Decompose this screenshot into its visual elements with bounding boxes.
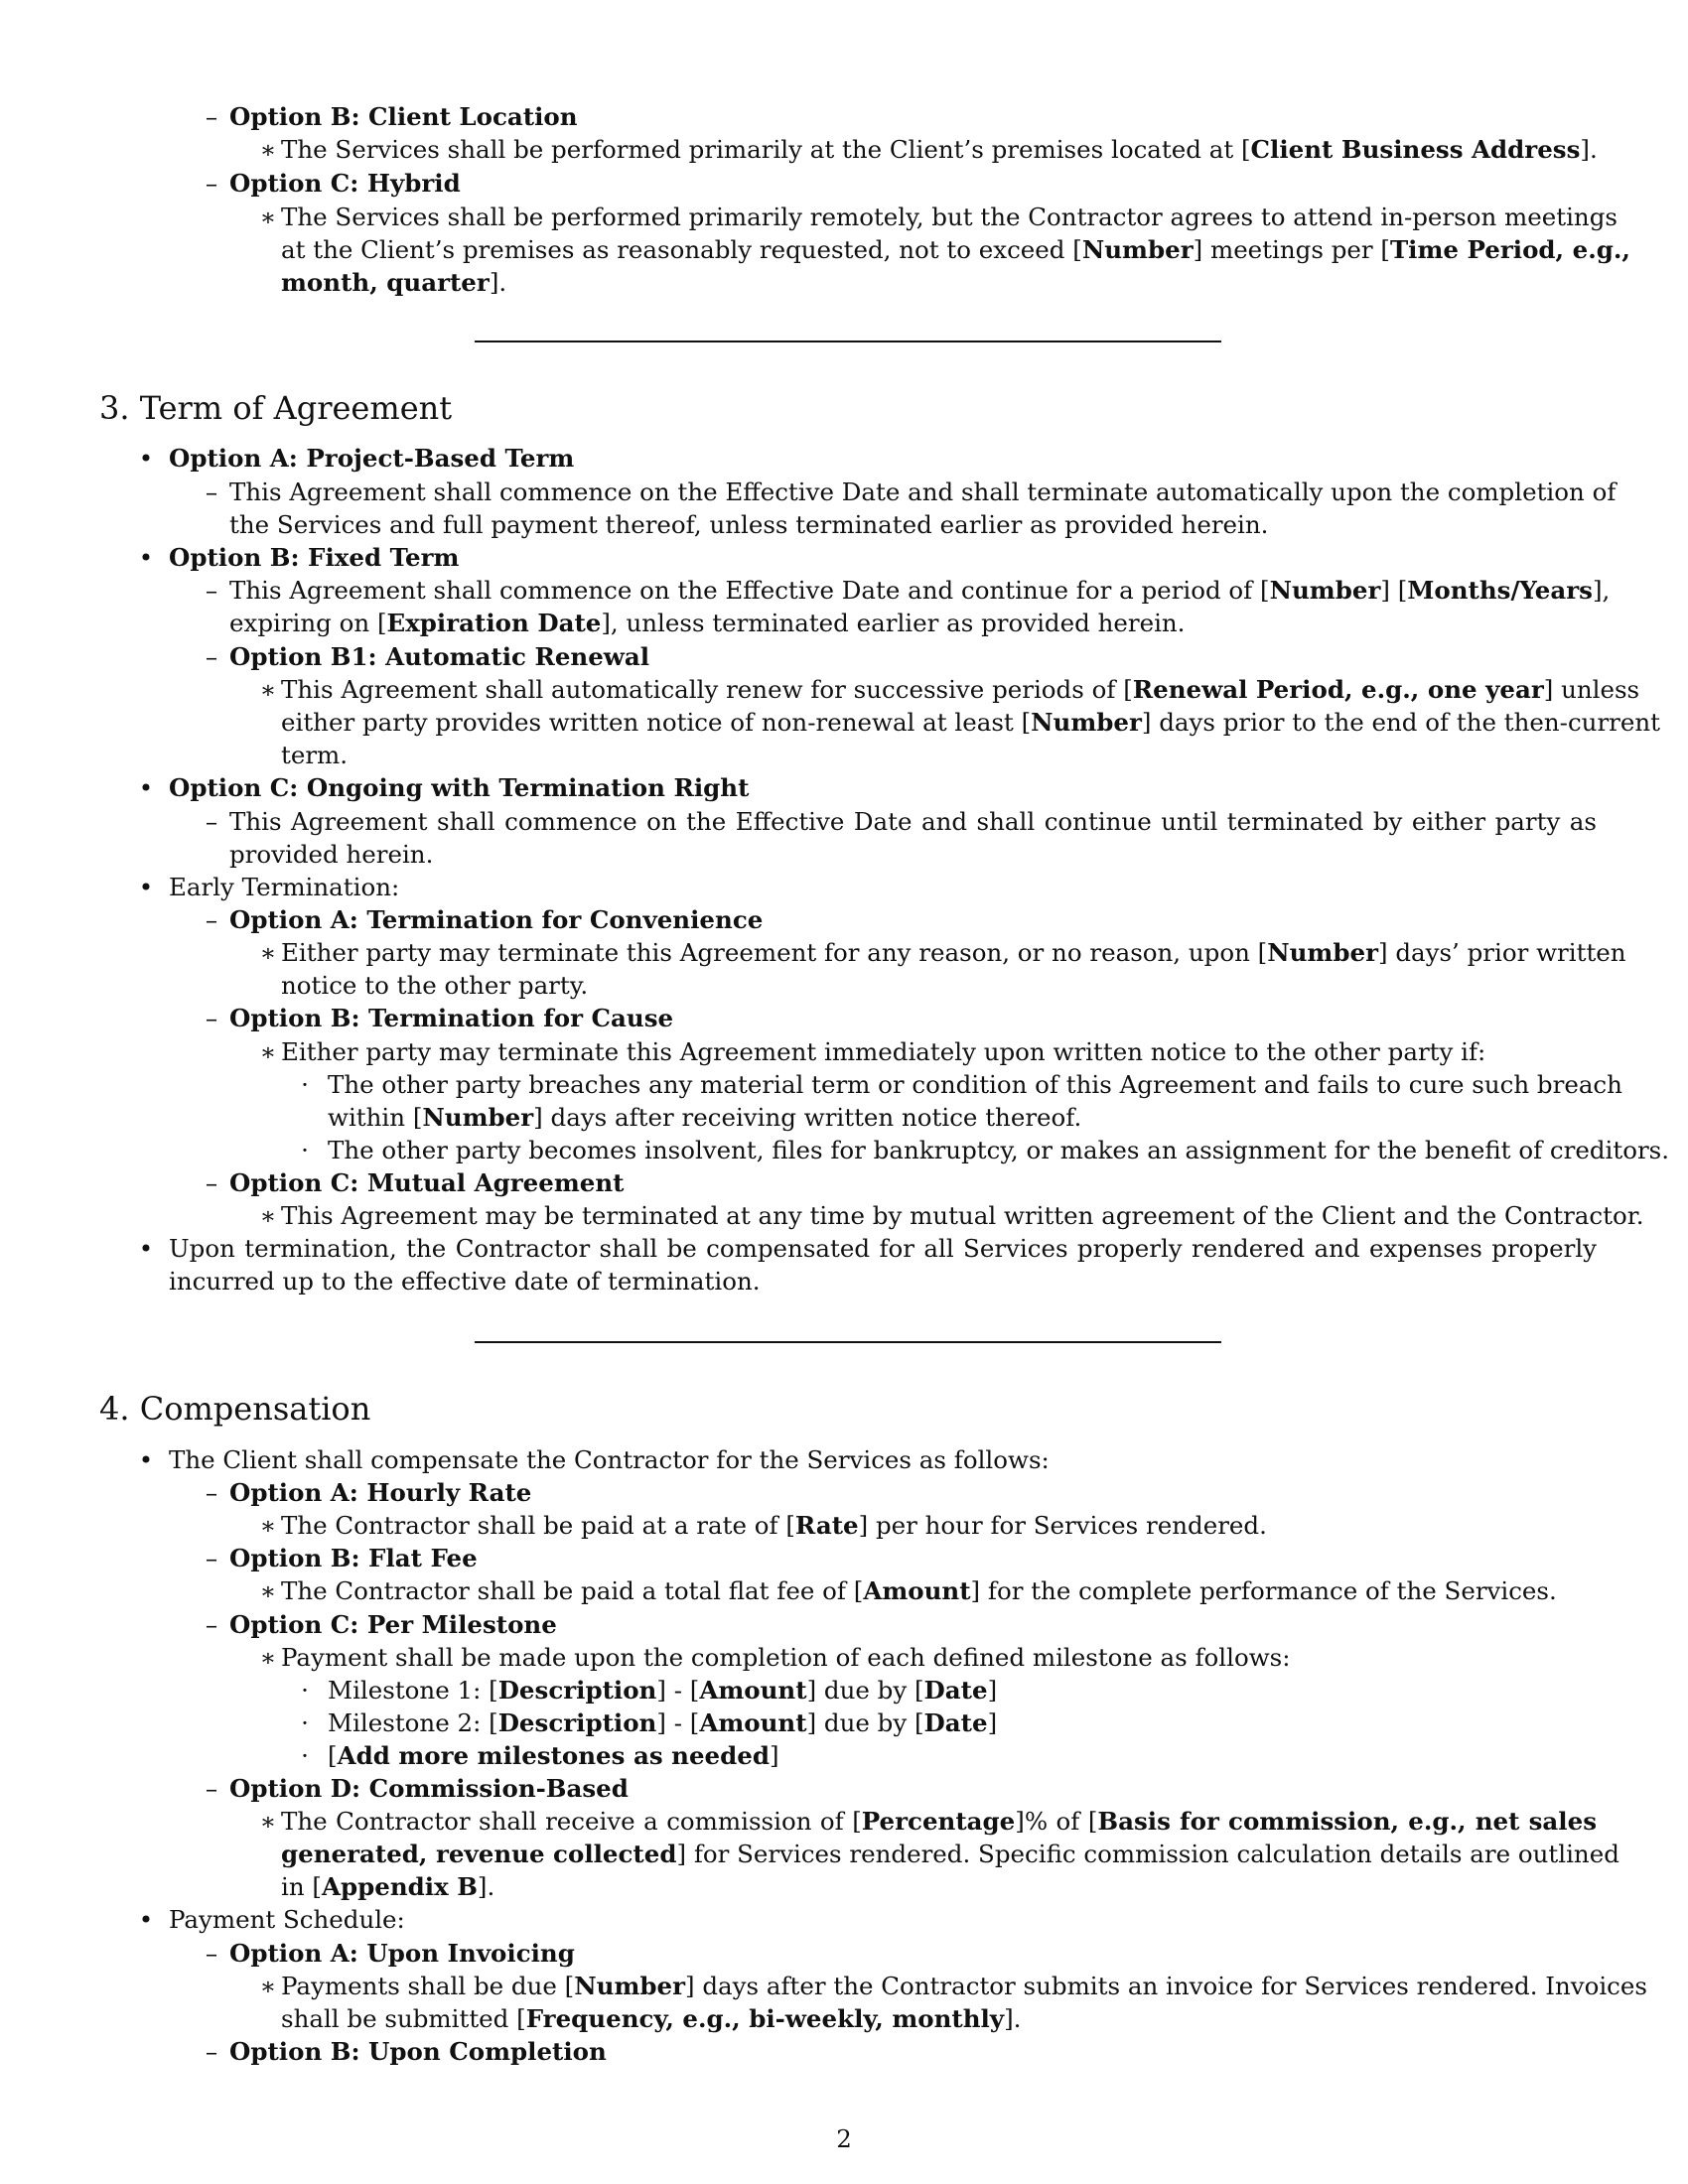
- section-divider: [475, 341, 1221, 342]
- paragraph-line: The Services shall be performed primarily remotely, but the Contractor agrees to attend in-person meetings: [281, 203, 1618, 231]
- dash-marker: –: [205, 102, 218, 131]
- list-label: Payment Schedule:: [169, 1905, 405, 1934]
- dot-marker: ·: [301, 1676, 309, 1705]
- star-marker: ∗: [259, 938, 277, 967]
- option-heading: Option C: Hybrid: [229, 169, 461, 198]
- option-heading: Option B: Fixed Term: [169, 543, 460, 572]
- option-heading: Option B1: Automatic Renewal: [229, 642, 650, 671]
- option-heading: Option C: Per Milestone: [229, 1610, 557, 1639]
- star-marker: ∗: [259, 1643, 277, 1672]
- paragraph-line: the Services and full payment thereof, unless terminated earlier as provided herein.: [229, 510, 1269, 539]
- star-marker: ∗: [259, 203, 277, 231]
- paragraph-line: Payment shall be made upon the completion of each defined milestone as follows:: [281, 1643, 1291, 1672]
- star-marker: ∗: [259, 1972, 277, 2000]
- dash-marker: –: [205, 642, 218, 671]
- section-heading-compensation: 4. Compensation: [99, 1390, 371, 1428]
- dash-marker: –: [205, 576, 218, 605]
- paragraph-line: The Services shall be performed primarily at the Client’s premises located at [Client Business Address].: [281, 135, 1598, 164]
- section-heading-term: 3. Term of Agreement: [99, 389, 453, 427]
- bullet-marker: •: [138, 1445, 154, 1474]
- option-heading: Option A: Upon Invoicing: [229, 1939, 575, 1968]
- paragraph-line: Either party may terminate this Agreement immediately upon written notice to the other party if:: [281, 1037, 1486, 1066]
- dash-marker: –: [205, 169, 218, 198]
- bullet-marker: •: [138, 444, 154, 473]
- paragraph-line: The other party breaches any material term or condition of this Agreement and fails to cure such breach: [328, 1070, 1622, 1099]
- paragraph-line: The Client shall compensate the Contractor for the Services as follows:: [169, 1445, 1050, 1474]
- option-heading: Option B: Termination for Cause: [229, 1004, 674, 1032]
- paragraph-line: This Agreement may be terminated at any time by mutual written agreement of the Client and the Contractor.: [281, 1201, 1644, 1230]
- dash-marker: –: [205, 1544, 218, 1572]
- dot-marker: ·: [301, 1070, 309, 1099]
- section-divider: [475, 1341, 1221, 1343]
- paragraph-line: The Contractor shall be paid a total flat fee of [Amount] for the complete performance of the Services.: [281, 1576, 1557, 1605]
- option-heading: Option B: Client Location: [229, 102, 578, 131]
- dash-marker: –: [205, 1939, 218, 1968]
- option-heading: Option C: Mutual Agreement: [229, 1168, 625, 1197]
- paragraph-line: generated, revenue collected] for Services rendered. Specific commission calculation details are outlined: [281, 1840, 1619, 1868]
- paragraph-line: expiring on [Expiration Date], unless terminated earlier as provided herein.: [229, 609, 1186, 637]
- milestone-line: Milestone 1: [Description] - [Amount] due by [Date]: [328, 1676, 998, 1705]
- dash-marker: –: [205, 905, 218, 934]
- paragraph-line: notice to the other party.: [281, 971, 589, 1000]
- star-marker: ∗: [259, 1576, 277, 1605]
- dash-marker: –: [205, 1610, 218, 1639]
- paragraph-line: month, quarter].: [281, 268, 507, 297]
- dash-marker: –: [205, 478, 218, 506]
- option-heading: Option B: Flat Fee: [229, 1544, 478, 1572]
- option-heading: Option A: Hourly Rate: [229, 1478, 532, 1507]
- option-heading: Option A: Project-Based Term: [169, 444, 575, 473]
- paragraph-line: The other party becomes insolvent, files for bankruptcy, or makes an assignment for the benefit of creditors.: [328, 1136, 1670, 1164]
- dot-marker: ·: [301, 1741, 309, 1770]
- dash-marker: –: [205, 1478, 218, 1507]
- paragraph-line: Upon termination, the Contractor shall be compensated for all Services properly rendered and expenses properly: [169, 1234, 1597, 1263]
- paragraph-line: Either party may terminate this Agreement for any reason, or no reason, upon [Number] days’ prior written: [281, 938, 1626, 967]
- milestone-line: [Add more milestones as needed]: [328, 1741, 779, 1770]
- paragraph-line: term.: [281, 741, 349, 769]
- paragraph-line: This Agreement shall commence on the Effective Date and shall terminate automatically upon the completion of: [229, 478, 1617, 506]
- paragraph-line: This Agreement shall automatically renew for successive periods of [Renewal Period, e.g., one year] unless: [281, 675, 1640, 704]
- paragraph-line: The Contractor shall receive a commission of [Percentage]% of [Basis for commission, e.g., net sales: [281, 1807, 1597, 1836]
- star-marker: ∗: [259, 1511, 277, 1540]
- paragraph-line: provided herein.: [229, 840, 434, 869]
- bullet-marker: •: [138, 1234, 154, 1263]
- bullet-marker: •: [138, 1905, 154, 1934]
- dash-marker: –: [205, 807, 218, 836]
- paragraph-line: at the Client’s premises as reasonably requested, not to exceed [Number] meetings per [Time Period, e.g.,: [281, 235, 1630, 264]
- paragraph-line: The Contractor shall be paid at a rate of [Rate] per hour for Services rendered.: [281, 1511, 1267, 1540]
- option-heading: Option A: Termination for Convenience: [229, 905, 764, 934]
- dash-marker: –: [205, 2037, 218, 2066]
- star-marker: ∗: [259, 1807, 277, 1836]
- star-marker: ∗: [259, 1037, 277, 1066]
- star-marker: ∗: [259, 135, 277, 164]
- paragraph-line: either party provides written notice of non-renewal at least [Number] days prior to the end of the then-current: [281, 708, 1660, 737]
- paragraph-line: within [Number] days after receiving written notice thereof.: [328, 1103, 1082, 1132]
- paragraph-line: incurred up to the effective date of termination.: [169, 1267, 761, 1296]
- option-heading: Option C: Ongoing with Termination Right: [169, 773, 750, 802]
- bullet-marker: •: [138, 773, 154, 802]
- option-heading: Option D: Commission-Based: [229, 1774, 629, 1803]
- dot-marker: ·: [301, 1136, 309, 1164]
- dot-marker: ·: [301, 1708, 309, 1737]
- dash-marker: –: [205, 1774, 218, 1803]
- dash-marker: –: [205, 1168, 218, 1197]
- milestone-line: Milestone 2: [Description] - [Amount] due by [Date]: [328, 1708, 998, 1737]
- paragraph-line: Payments shall be due [Number] days after the Contractor submits an invoice for Services rendered. Invoices: [281, 1972, 1647, 2000]
- paragraph-line: This Agreement shall commence on the Effective Date and continue for a period of [Number] [Months/Years],: [229, 576, 1611, 605]
- page-number: 2: [836, 2124, 852, 2153]
- dash-marker: –: [205, 1004, 218, 1032]
- option-heading: Option B: Upon Completion: [229, 2037, 607, 2066]
- bullet-marker: •: [138, 543, 154, 572]
- paragraph-line: in [Appendix B].: [281, 1872, 495, 1901]
- star-marker: ∗: [259, 1201, 277, 1230]
- paragraph-line: This Agreement shall commence on the Effective Date and shall continue until terminated by either party as: [229, 807, 1597, 836]
- list-label: Early Termination:: [169, 873, 400, 901]
- star-marker: ∗: [259, 675, 277, 704]
- paragraph-line: shall be submitted [Frequency, e.g., bi-weekly, monthly].: [281, 2004, 1022, 2033]
- bullet-marker: •: [138, 873, 154, 901]
